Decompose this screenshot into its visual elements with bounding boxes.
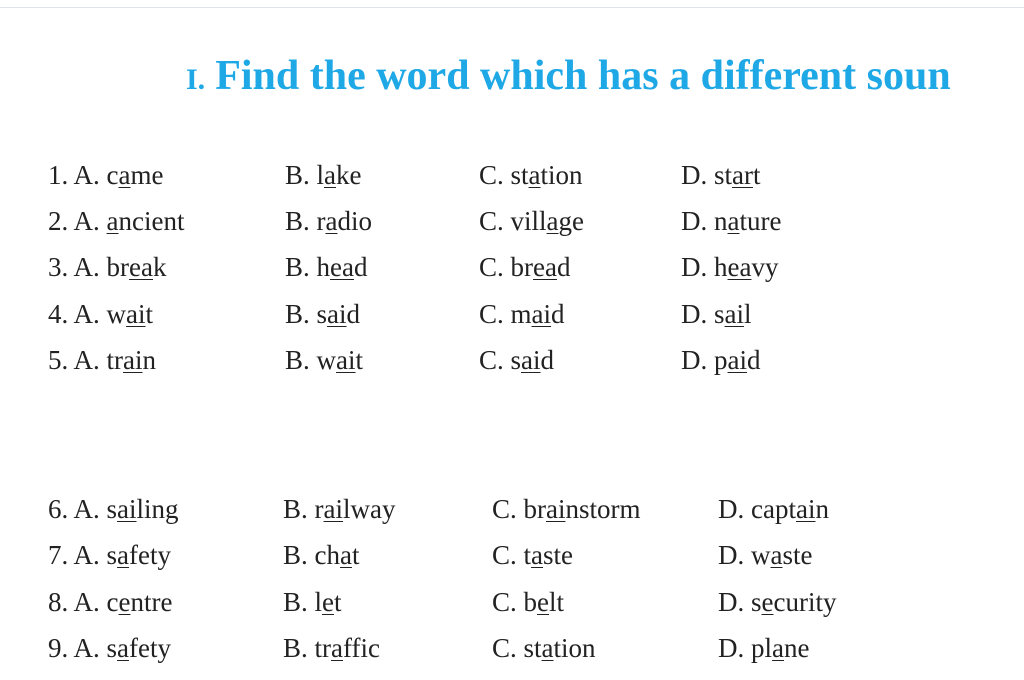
option-d [681, 201, 781, 241]
option-letter: A. [73, 299, 100, 329]
option-b [285, 155, 362, 195]
option-d [718, 628, 809, 668]
option-letter: C. [479, 299, 504, 329]
option-c [492, 535, 573, 575]
underlined-sound: ar [732, 160, 753, 190]
option-d [681, 340, 761, 380]
option-d [718, 582, 836, 622]
option-letter: A. [73, 206, 100, 236]
option-letter: B. [285, 345, 310, 375]
word-prefix: t [523, 540, 532, 570]
question-number: 4. [48, 299, 69, 329]
word-suffix: d [551, 299, 565, 329]
option-b [285, 340, 363, 380]
underlined-sound: e [118, 587, 131, 617]
question-row [0, 201, 1024, 241]
option-letter: D. [718, 587, 745, 617]
question-number: 8. [48, 587, 69, 617]
option-c [479, 201, 584, 241]
word-prefix: b [523, 587, 538, 617]
word-prefix: capt [751, 494, 796, 524]
word-prefix: w [316, 345, 337, 375]
underlined-sound: a [106, 206, 119, 236]
option-letter: C. [492, 494, 517, 524]
option-b [283, 489, 396, 529]
word-prefix: vill [510, 206, 547, 236]
option-letter: B. [283, 587, 308, 617]
option-b [283, 535, 360, 575]
word-suffix: ste [543, 540, 574, 570]
option-a [48, 535, 171, 575]
word-prefix: st [714, 160, 733, 190]
underlined-sound: ai [531, 299, 552, 329]
question-row [0, 340, 1024, 380]
option-letter: A. [73, 160, 100, 190]
underlined-sound: ai [727, 345, 747, 375]
option-a [48, 294, 153, 334]
option-letter: B. [285, 206, 310, 236]
word-prefix: p [714, 345, 728, 375]
word-prefix: s [751, 587, 762, 617]
option-letter: D. [681, 345, 708, 375]
underlined-sound: a [772, 633, 784, 663]
word-prefix: br [523, 494, 547, 524]
word-suffix: ste [782, 540, 813, 570]
option-letter: D. [681, 160, 708, 190]
underlined-sound: ai [724, 299, 745, 329]
word-suffix: ling [136, 494, 179, 524]
exercise-instruction: Find the word which has a different soun [215, 53, 951, 99]
word-suffix: ncient [118, 206, 185, 236]
word-prefix: s [106, 633, 118, 663]
option-d [718, 489, 829, 529]
option-letter: D. [718, 494, 745, 524]
word-suffix: k [152, 252, 167, 282]
underlined-sound: e [322, 587, 335, 617]
underlined-sound: a [770, 540, 783, 570]
option-letter: C. [479, 206, 504, 236]
option-letter: D. [718, 540, 745, 570]
word-prefix: m [510, 299, 532, 329]
word-prefix: l [316, 160, 325, 190]
option-b [285, 247, 367, 287]
word-suffix: ke [336, 160, 362, 190]
underlined-sound: ea [129, 252, 153, 282]
underlined-sound: ai [117, 494, 137, 524]
question-row [0, 155, 1024, 195]
option-a [48, 247, 166, 287]
option-letter: C. [479, 160, 504, 190]
word-prefix: w [751, 540, 771, 570]
word-suffix: ne [784, 633, 810, 663]
option-c [479, 247, 570, 287]
word-prefix: s [510, 345, 522, 375]
underlined-sound: ea [533, 252, 557, 282]
option-a [48, 489, 179, 529]
word-suffix: me [130, 160, 164, 190]
option-b [285, 294, 360, 334]
word-prefix: br [510, 252, 534, 282]
option-c [479, 340, 554, 380]
question-number: 5. [48, 345, 69, 375]
underlined-sound: ai [336, 345, 356, 375]
word-suffix: t [334, 587, 342, 617]
option-a [48, 201, 184, 241]
option-letter: A. [73, 540, 100, 570]
underlined-sound: a [541, 633, 554, 663]
word-suffix: vy [751, 252, 779, 282]
option-letter: D. [681, 206, 708, 236]
word-suffix: d [346, 299, 361, 329]
word-prefix: ch [314, 540, 340, 570]
word-prefix: s [316, 299, 328, 329]
underlined-sound: a [325, 206, 338, 236]
option-d [681, 247, 778, 287]
word-prefix: br [106, 252, 130, 282]
option-letter: C. [479, 252, 504, 282]
option-b [283, 582, 342, 622]
question-number: 3. [48, 252, 69, 282]
option-a [48, 628, 171, 668]
word-prefix: tr [314, 633, 332, 663]
word-suffix: d [747, 345, 761, 375]
word-suffix: t [355, 345, 364, 375]
underlined-sound: a [546, 206, 559, 236]
word-suffix: fety [129, 540, 171, 570]
underlined-sound: a [117, 540, 130, 570]
underlined-sound: a [324, 160, 337, 190]
question-number: 6. [48, 494, 69, 524]
exercise-number: I. [186, 63, 206, 96]
underlined-sound: a [727, 206, 740, 236]
word-suffix: curity [773, 587, 837, 617]
word-prefix: s [106, 494, 118, 524]
word-suffix: t [351, 540, 360, 570]
underlined-sound: ai [126, 299, 146, 329]
exercise-title [186, 46, 1024, 115]
question-row [0, 535, 1024, 575]
option-letter: D. [681, 299, 708, 329]
question-row [0, 247, 1024, 287]
option-letter: A. [73, 252, 100, 282]
word-suffix: nstorm [565, 494, 641, 524]
option-d [681, 155, 761, 195]
word-suffix: ture [739, 206, 782, 236]
option-letter: B. [283, 494, 308, 524]
option-b [285, 201, 372, 241]
word-suffix: fety [129, 633, 171, 663]
word-prefix: l [314, 587, 323, 617]
option-letter: C. [492, 633, 517, 663]
word-suffix: ffic [343, 633, 380, 663]
word-suffix: l [744, 299, 752, 329]
option-c [492, 489, 641, 529]
option-letter: A. [73, 345, 100, 375]
word-prefix: r [316, 206, 326, 236]
word-suffix: t [145, 299, 154, 329]
word-suffix: d [540, 345, 555, 375]
underlined-sound: ea [330, 252, 354, 282]
underlined-sound: ai [521, 345, 541, 375]
question-row [0, 582, 1024, 622]
question-row [0, 294, 1024, 334]
option-letter: C. [479, 345, 504, 375]
underlined-sound: e [537, 587, 549, 617]
word-suffix: ge [558, 206, 584, 236]
word-suffix: ntre [130, 587, 173, 617]
option-c [492, 628, 596, 668]
word-prefix: st [523, 633, 542, 663]
question-number: 7. [48, 540, 69, 570]
underlined-sound: a [528, 160, 541, 190]
option-letter: B. [285, 299, 310, 329]
word-suffix: tion [553, 633, 596, 663]
option-c [479, 155, 583, 195]
underlined-sound: ai [327, 299, 347, 329]
option-letter: A. [73, 494, 100, 524]
word-prefix: st [510, 160, 529, 190]
option-a [48, 155, 163, 195]
option-letter: B. [285, 160, 310, 190]
underlined-sound: e [761, 587, 774, 617]
underlined-sound: a [118, 160, 131, 190]
word-suffix: n [142, 345, 157, 375]
underlined-sound: a [531, 540, 544, 570]
option-letter: C. [492, 540, 517, 570]
word-prefix: pl [751, 633, 773, 663]
word-prefix: s [714, 299, 725, 329]
question-number: 1. [48, 160, 69, 190]
option-c [492, 582, 564, 622]
word-prefix: tr [106, 345, 124, 375]
underlined-sound: a [117, 633, 130, 663]
option-d [718, 535, 812, 575]
word-suffix: tion [540, 160, 583, 190]
word-prefix: h [714, 252, 728, 282]
option-a [48, 582, 172, 622]
top-divider [0, 7, 1024, 8]
word-prefix: c [106, 587, 119, 617]
option-letter: A. [73, 633, 100, 663]
word-suffix: lt [549, 587, 565, 617]
word-prefix: h [316, 252, 331, 282]
question-number: 9. [48, 633, 69, 663]
option-letter: C. [492, 587, 517, 617]
word-prefix: w [106, 299, 127, 329]
underlined-sound: ai [323, 494, 344, 524]
word-prefix: s [106, 540, 118, 570]
option-d [681, 294, 752, 334]
option-letter: D. [681, 252, 708, 282]
word-suffix: t [753, 160, 761, 190]
word-suffix: n [815, 494, 829, 524]
underlined-sound: a [331, 633, 343, 663]
option-c [479, 294, 565, 334]
word-suffix: d [556, 252, 571, 282]
question-row [0, 628, 1024, 668]
underlined-sound: ai [123, 345, 143, 375]
question-row [0, 489, 1024, 529]
word-prefix: r [314, 494, 324, 524]
option-a [48, 340, 156, 380]
option-letter: A. [73, 587, 100, 617]
underlined-sound: ai [546, 494, 566, 524]
question-number: 2. [48, 206, 69, 236]
word-suffix: dio [337, 206, 373, 236]
word-prefix: c [106, 160, 119, 190]
word-suffix: lway [343, 494, 396, 524]
underlined-sound: ea [727, 252, 752, 282]
option-b [283, 628, 380, 668]
option-letter: B. [285, 252, 310, 282]
underlined-sound: ai [795, 494, 816, 524]
option-letter: B. [283, 633, 308, 663]
word-suffix: d [353, 252, 368, 282]
option-letter: D. [718, 633, 745, 663]
word-prefix: n [714, 206, 728, 236]
underlined-sound: a [340, 540, 352, 570]
option-letter: B. [283, 540, 308, 570]
